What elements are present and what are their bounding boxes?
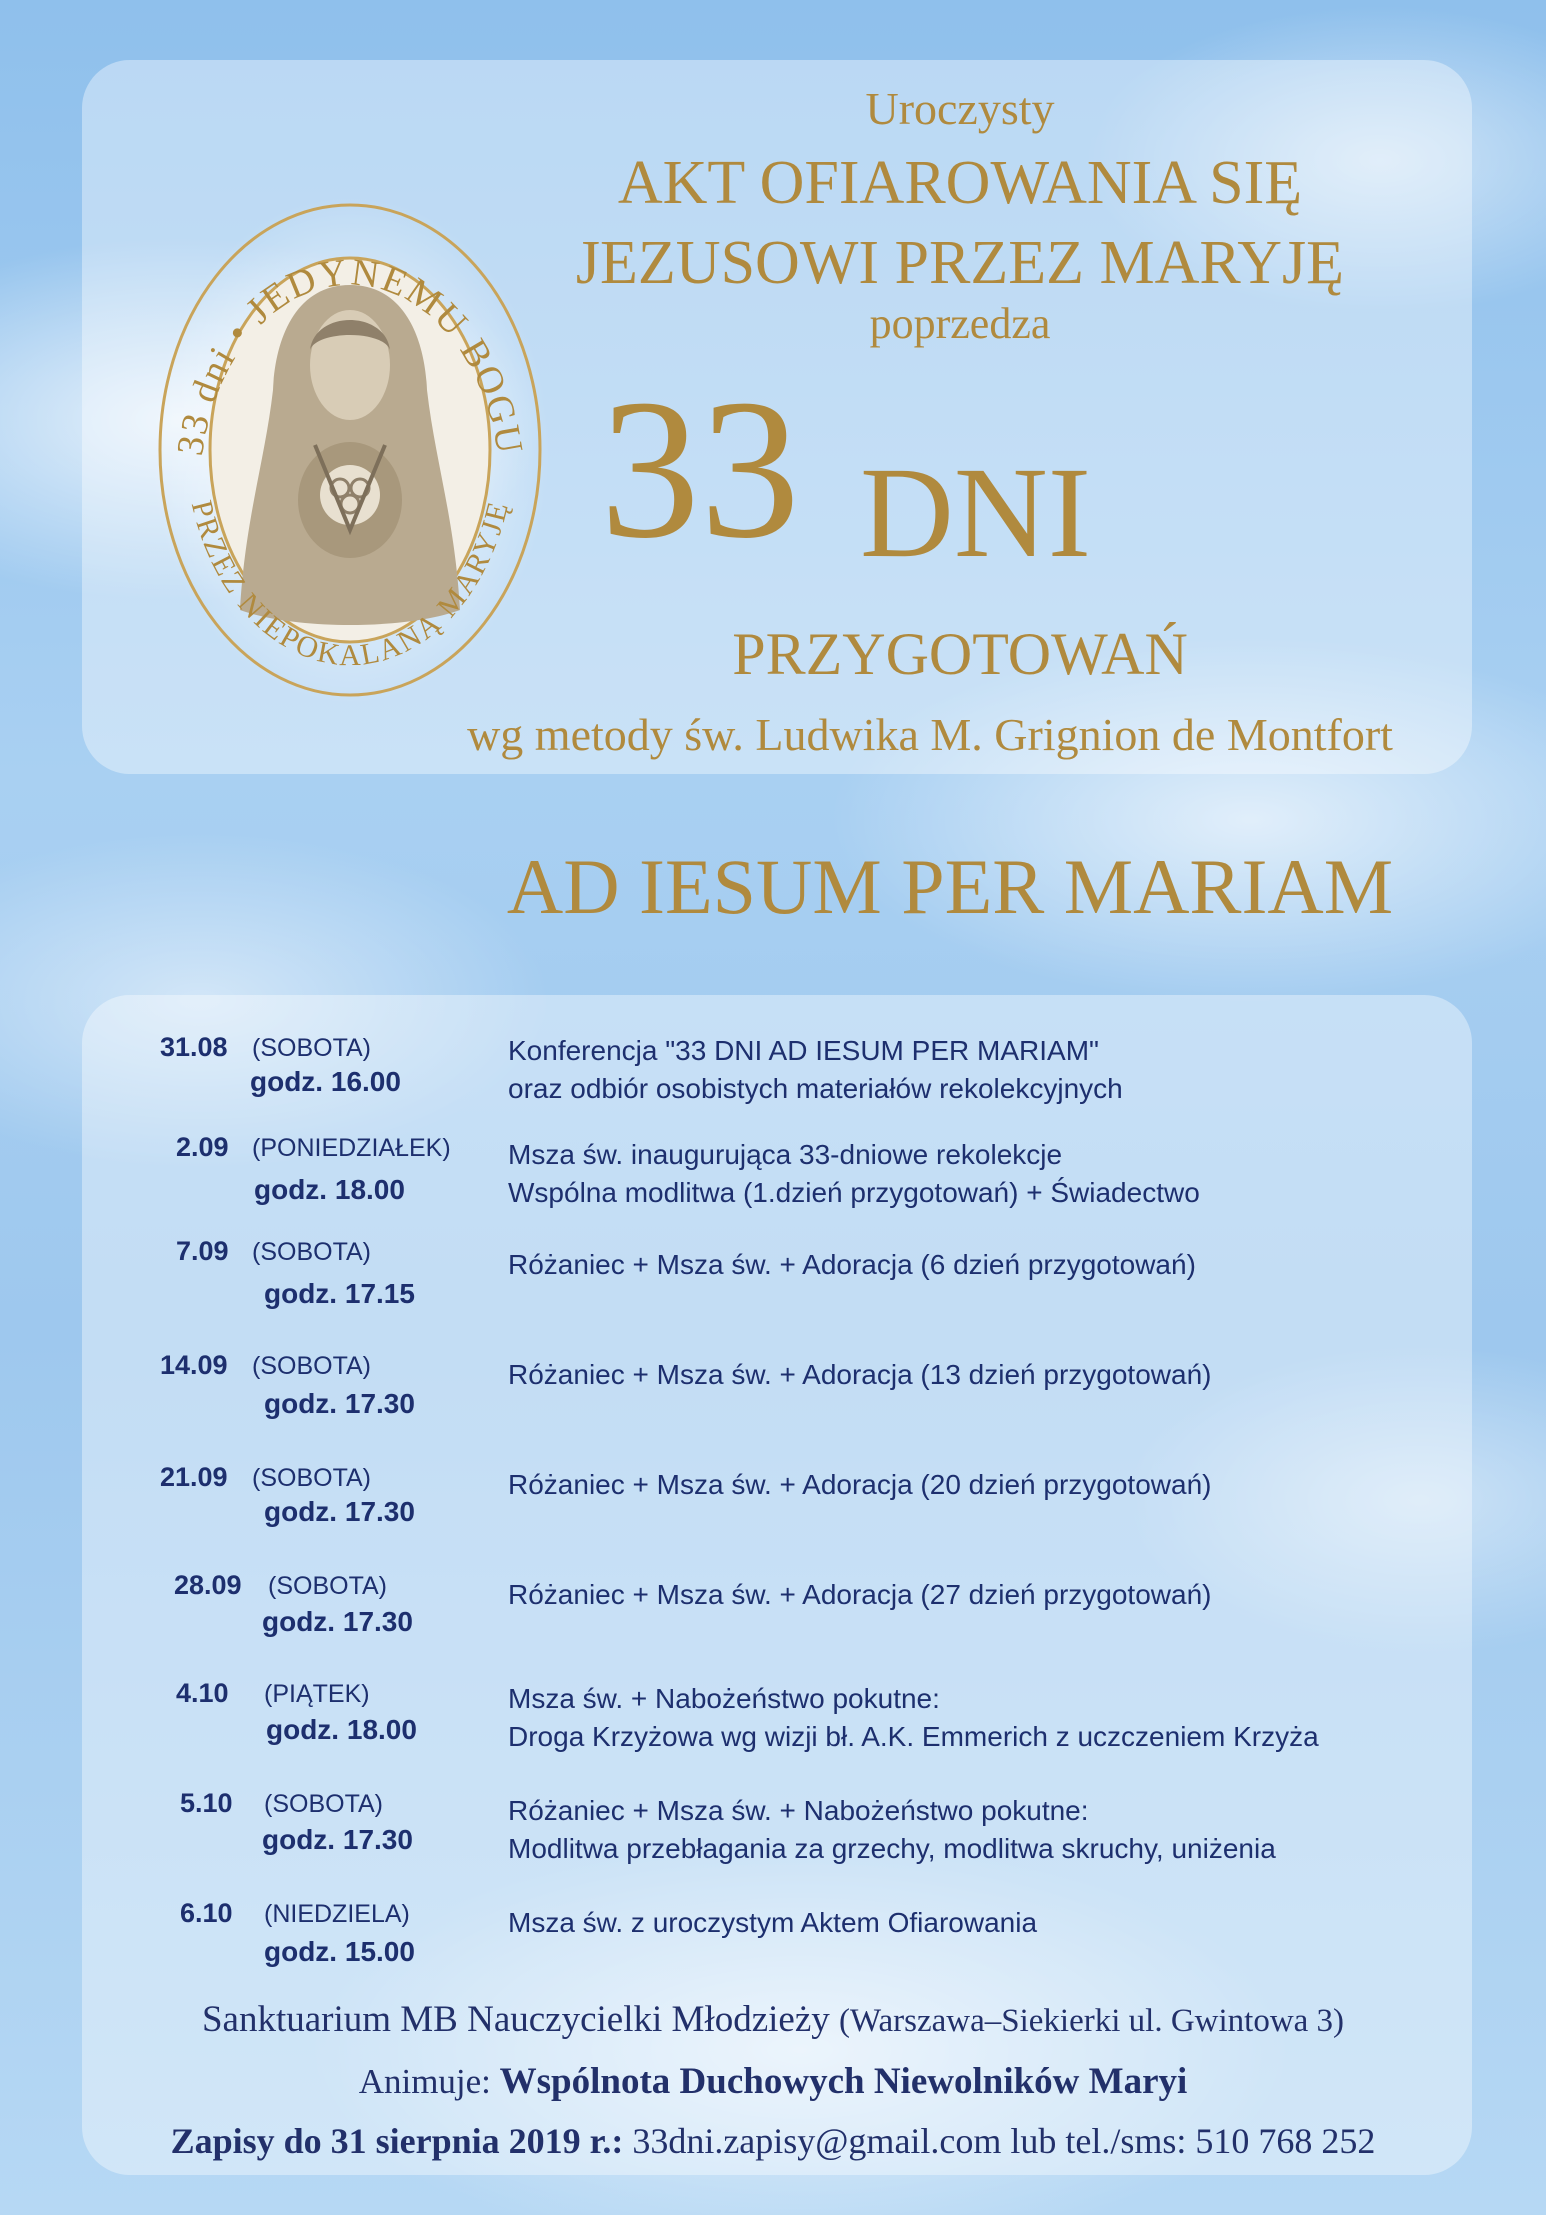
schedule-day: (SOBOTA)	[252, 1238, 371, 1266]
schedule-time: godz. 17.30	[262, 1606, 413, 1637]
schedule-date: 21.09	[160, 1462, 228, 1492]
schedule-day: (SOBOTA)	[264, 1790, 383, 1818]
schedule-day: (SOBOTA)	[252, 1464, 371, 1492]
schedule-time: godz. 16.00	[250, 1066, 401, 1097]
schedule-desc-line1: Różaniec + Msza św. + Adoracja (6 dzień przygotowań)	[508, 1249, 1196, 1280]
schedule-desc-line2: Droga Krzyżowa wg wizji bł. A.K. Emmerich z uczczeniem Krzyża	[508, 1721, 1319, 1752]
title-line-2: JEZUSOWI PRZEZ MARYJĘ	[575, 229, 1345, 297]
big-number: 33	[600, 359, 800, 580]
schedule-time: godz. 15.00	[264, 1936, 415, 1967]
schedule-time: godz. 18.00	[254, 1174, 405, 1205]
schedule-date: 2.09	[176, 1132, 229, 1162]
schedule-day: (SOBOTA)	[252, 1352, 371, 1380]
schedule-desc-line1: Różaniec + Msza św. + Nabożeństwo pokutne:	[508, 1795, 1089, 1826]
schedule-date: 4.10	[176, 1678, 229, 1708]
schedule-time: godz. 17.30	[264, 1388, 415, 1419]
medallion-ring-bottom-text: PRZEZ NIEPOKALANĄ MARYJĘ	[184, 497, 516, 673]
precedes-text: poprzedza	[869, 299, 1051, 348]
schedule-desc-line1: Konferencja "33 DNI AD IESUM PER MARIAM"	[508, 1035, 1099, 1066]
schedule-date: 5.10	[180, 1788, 233, 1818]
schedule-time: godz. 17.15	[264, 1278, 415, 1309]
schedule-time: godz. 17.30	[262, 1824, 413, 1855]
schedule-desc-line1: Msza św. z uroczystym Aktem Ofiarowania	[508, 1907, 1038, 1938]
schedule-desc-line1: Różaniec + Msza św. + Adoracja (20 dzień przygotowań)	[508, 1469, 1212, 1500]
schedule-date: 6.10	[180, 1898, 233, 1928]
contact-info: 33dni.zapisy@gmail.com lub tel./sms: 510 768 252	[632, 2121, 1376, 2161]
schedule-day: (SOBOTA)	[268, 1572, 387, 1600]
schedule-day: (PIĄTEK)	[264, 1680, 370, 1708]
schedule-desc-line1: Msza św. inaugurująca 33-dniowe rekolekcje	[508, 1139, 1063, 1170]
intro-text: Uroczysty	[865, 83, 1055, 134]
footer-animates-line	[100, 2060, 1446, 2103]
title-line-1: AKT OFIAROWANIA SIĘ	[617, 149, 1303, 217]
schedule-day: (SOBOTA)	[252, 1034, 371, 1062]
schedule-day: (NIEDZIELA)	[264, 1900, 410, 1928]
schedule-desc-line1: Różaniec + Msza św. + Adoracja (27 dzień przygotowań)	[508, 1579, 1212, 1610]
schedule-time: godz. 17.30	[264, 1496, 415, 1527]
schedule-desc-line2: Modlitwa przebłagania za grzechy, modlitwa skruchy, uniżenia	[508, 1833, 1276, 1864]
medallion-ring-top-text: 33 dni • JEDYNEMU BOGU	[169, 251, 531, 459]
place-name: Sanktuarium MB Nauczycielki Młodzieży	[201, 1999, 830, 2040]
schedule-desc-line1: Msza św. + Nabożeństwo pokutne:	[508, 1683, 940, 1714]
footer-signup-line	[100, 2120, 1446, 2162]
method-subtitle: wg metody św. Ludwika M. Grignion de Montfort	[467, 709, 1393, 760]
footer-place-line	[100, 1998, 1446, 2041]
signup-label: Zapisy do 31 sierpnia 2019 r.:	[170, 2121, 624, 2161]
preparations-heading: PRZYGOTOWAŃ	[732, 621, 1188, 687]
schedule-date: 7.09	[176, 1236, 229, 1266]
schedule-day: (PONIEDZIAŁEK)	[252, 1134, 451, 1162]
place-address: (Warszawa–Siekierki ul. Gwintowa 3)	[839, 2003, 1345, 2039]
schedule-date: 14.09	[160, 1350, 228, 1380]
big-word: DNI	[860, 441, 1092, 585]
schedule-date: 28.09	[174, 1570, 242, 1600]
schedule-desc-line2: oraz odbiór osobistych materiałów rekolekcyjnych	[508, 1073, 1123, 1104]
animates-label: Animuje:	[358, 2062, 491, 2101]
community-name: Wspólnota Duchowych Niewolników Maryi	[499, 2061, 1188, 2102]
motto-heading: AD IESUM PER MARIAM	[506, 843, 1394, 930]
schedule-desc-line2: Wspólna modlitwa (1.dzień przygotowań) + Świadectwo	[508, 1177, 1200, 1208]
schedule-desc-line1: Różaniec + Msza św. + Adoracja (13 dzień przygotowań)	[508, 1359, 1212, 1390]
schedule-date: 31.08	[160, 1032, 228, 1062]
schedule-time: godz. 18.00	[266, 1714, 417, 1745]
